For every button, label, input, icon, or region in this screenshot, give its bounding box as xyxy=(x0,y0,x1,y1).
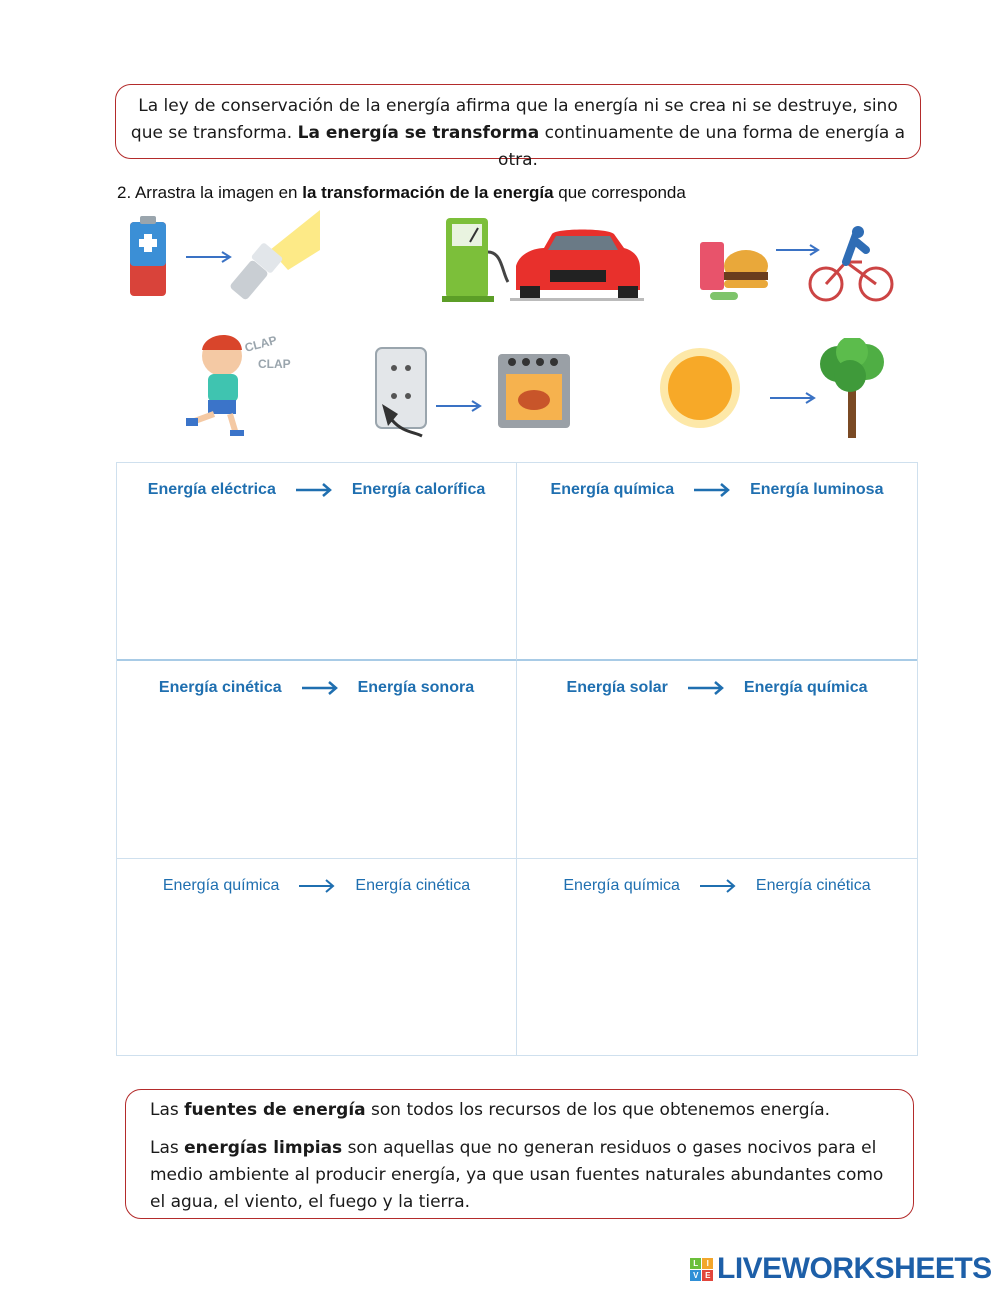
clapping-boy[interactable] xyxy=(180,328,295,440)
drop-grid xyxy=(116,462,918,1056)
intro-bold: La energía se transforma xyxy=(297,123,540,143)
from-energy: Energía cinética xyxy=(158,679,282,696)
to-energy: Energía sonora xyxy=(357,679,475,696)
transformation-label xyxy=(517,679,917,697)
transformation-label xyxy=(117,877,516,895)
logo-letter: V xyxy=(690,1270,701,1281)
plug-to-oven[interactable] xyxy=(368,344,578,438)
cyclist-icon xyxy=(810,226,892,300)
bold-text: fuentes de energía xyxy=(184,1100,366,1120)
logo-letter: I xyxy=(702,1258,713,1269)
drop-zone-chemical-kinetic-1[interactable] xyxy=(117,859,517,1055)
arrow-icon xyxy=(694,483,730,497)
drop-zone-kinetic-sound[interactable] xyxy=(117,661,517,859)
instruction-suffix: que corresponda xyxy=(553,183,686,202)
from-energy: Energía química xyxy=(563,877,680,894)
drop-zone-chemical-light[interactable] xyxy=(517,463,917,661)
transformation-label xyxy=(517,481,917,499)
clap-text: CLAP xyxy=(258,357,291,371)
flashlight-icon xyxy=(229,210,320,301)
food-to-cyclist[interactable] xyxy=(696,222,896,304)
intro-text: La ley de conservación de la energía afirma que la energía ni se crea ni se destruye, sino que se transforma. xyxy=(130,96,898,143)
text: son todos los recursos de los que obtenemos energía. xyxy=(365,1100,831,1120)
energy-sources-box xyxy=(125,1089,914,1219)
drop-zone-solar-chemical[interactable] xyxy=(517,661,917,859)
arrow-icon xyxy=(688,681,724,695)
food-icon xyxy=(700,242,768,300)
plug-icon xyxy=(376,348,426,436)
to-energy: Energía química xyxy=(743,679,868,696)
arrow-icon xyxy=(302,681,338,695)
instruction-prefix: 2. Arrastra la imagen en xyxy=(117,183,303,202)
sources-paragraph xyxy=(150,1097,893,1124)
drop-zone-electric-heat[interactable] xyxy=(117,463,517,661)
arrow-icon xyxy=(700,879,736,893)
transformation-label xyxy=(117,481,516,499)
logo-letter: L xyxy=(690,1258,701,1269)
car-icon xyxy=(510,230,644,302)
arrow-icon xyxy=(186,252,230,262)
oven-icon xyxy=(498,354,570,428)
text: Las xyxy=(150,1138,185,1158)
battery-icon xyxy=(130,216,166,296)
drop-zone-chemical-kinetic-2[interactable] xyxy=(517,859,917,1055)
to-energy: Energía cinética xyxy=(755,877,871,894)
arrow-icon xyxy=(770,393,814,403)
transformation-label xyxy=(517,877,917,895)
logo-mark-icon xyxy=(690,1258,713,1281)
to-energy: Energía calorífica xyxy=(351,481,486,498)
to-energy: Energía cinética xyxy=(355,877,471,894)
clap-text: CLAP xyxy=(243,332,279,355)
logo-text: LIVEWORKSHEETS xyxy=(717,1252,992,1285)
arrow-icon xyxy=(776,245,818,255)
arrow-icon xyxy=(299,879,335,893)
to-energy: Energía luminosa xyxy=(750,481,884,498)
instruction xyxy=(117,183,686,203)
from-energy: Energía solar xyxy=(566,679,668,696)
clean-energy-paragraph xyxy=(150,1135,893,1216)
transformation-label xyxy=(117,679,516,697)
arrow-icon xyxy=(436,401,480,411)
tree-icon xyxy=(820,338,884,438)
from-energy: Energía química xyxy=(550,481,675,498)
from-energy: Energía química xyxy=(162,877,280,894)
logo-letter: E xyxy=(702,1270,713,1281)
sun-to-tree[interactable] xyxy=(654,338,894,440)
gas-pump-car[interactable] xyxy=(440,212,645,304)
instruction-bold: la transformación de la energía xyxy=(302,183,554,202)
sun-icon xyxy=(660,348,740,428)
liveworksheets-logo xyxy=(690,1252,992,1286)
intro-text-end: continuamente de una forma de energía a otra. xyxy=(498,123,906,170)
conservation-law-box xyxy=(115,84,921,170)
boy-icon xyxy=(186,335,244,436)
bold-text: energías limpias xyxy=(184,1138,343,1158)
text: son aquellas que no generan residuos o gases nocivos para el medio ambiente al producir energía, ya que usan fuentes naturales abundantes como el agua, el viento, el fuego y la tierra. xyxy=(150,1138,884,1212)
battery-to-flashlight[interactable] xyxy=(120,210,320,305)
from-energy: Energía eléctrica xyxy=(147,481,276,498)
text: Las xyxy=(150,1100,185,1120)
arrow-icon xyxy=(296,483,332,497)
gas-pump-icon xyxy=(442,218,508,302)
